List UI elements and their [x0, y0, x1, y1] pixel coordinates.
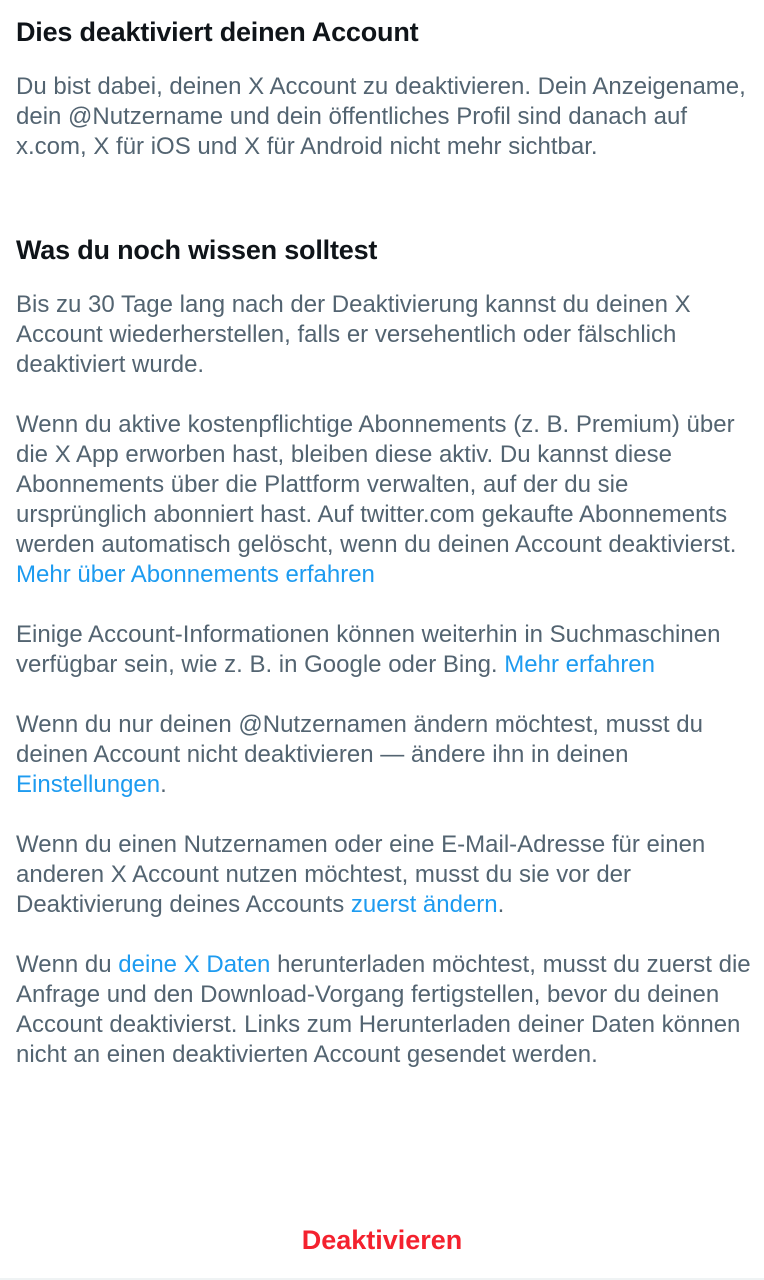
settings-link[interactable]: Einstellungen [16, 771, 161, 798]
deactivate-button[interactable]: Deaktivieren [301, 1225, 463, 1255]
section-heading-deactivate: Dies deaktiviert deinen Account [16, 17, 419, 47]
email-text: Wenn du einen Nutzernamen oder eine E-Mail-Adresse für einen anderen X Account nutzen möchtest, musst du sie vor der Deaktivierung deines Accounts [16, 831, 706, 918]
learn-more-link[interactable]: Mehr erfahren [504, 651, 656, 678]
search-engines-text: Einige Account-Informationen können weiterhin in Suchmaschinen verfügbar sein, wie z. B. in Google oder Bing. [16, 621, 721, 678]
info-paragraph-restore: Bis zu 30 Tage lang nach der Deaktivierung kannst du deinen X Account wiederherstellen, falls er versehentlich oder fälschlich deaktiviert wurde. [16, 291, 691, 378]
data-download-text: herunterladen möchtest, musst du zuerst die Anfrage und den Download-Vorgang fertigstellen, bevor du deinen Account deaktivierst. Links zum Herunterladen deiner Daten können nicht an einen deaktivierten Account gesendet werden. [16, 951, 751, 1068]
subscriptions-text: Wenn du aktive kostenpflichtige Abonnements (z. B. Premium) über die X App erworben hast, bleiben diese aktiv. Du kannst diese Abonnements über die Plattform verwalten, auf der du sie ursprünglich abonniert hast. Auf twitter.com gekaufte Abonnements werden automatisch gelöscht, wenn du deinen Account deaktivierst. [16, 411, 737, 558]
email-text-end: . [497, 891, 505, 918]
username-text: Wenn du nur deinen @Nutzernamen ändern möchtest, musst du deinen Account nicht deaktivieren — ändere ihn in deinen [16, 711, 703, 768]
your-data-link[interactable]: deine X Daten [118, 951, 271, 978]
info-paragraph-subscriptions [16, 410, 751, 590]
change-first-link[interactable]: zuerst ändern [350, 891, 498, 918]
deactivate-info-content [16, 14, 751, 1070]
info-paragraph-username [16, 710, 751, 800]
info-paragraph-email [16, 830, 751, 920]
data-download-text-start: Wenn du [16, 951, 119, 978]
username-text-end: . [160, 771, 167, 798]
info-paragraph-data-download [16, 950, 751, 1070]
subscriptions-learn-more-link[interactable]: Mehr über Abonnements erfahren [16, 561, 375, 588]
section-heading-info: Was du noch wissen solltest [16, 235, 378, 265]
deactivate-description: Du bist dabei, deinen X Account zu deaktivieren. Dein Anzeigename, dein @Nutzername und dein öffentliches Profil sind danach auf x.com, X für iOS und X für Android nicht mehr sichtbar. [16, 73, 746, 160]
info-paragraph-search-engines [16, 620, 751, 680]
